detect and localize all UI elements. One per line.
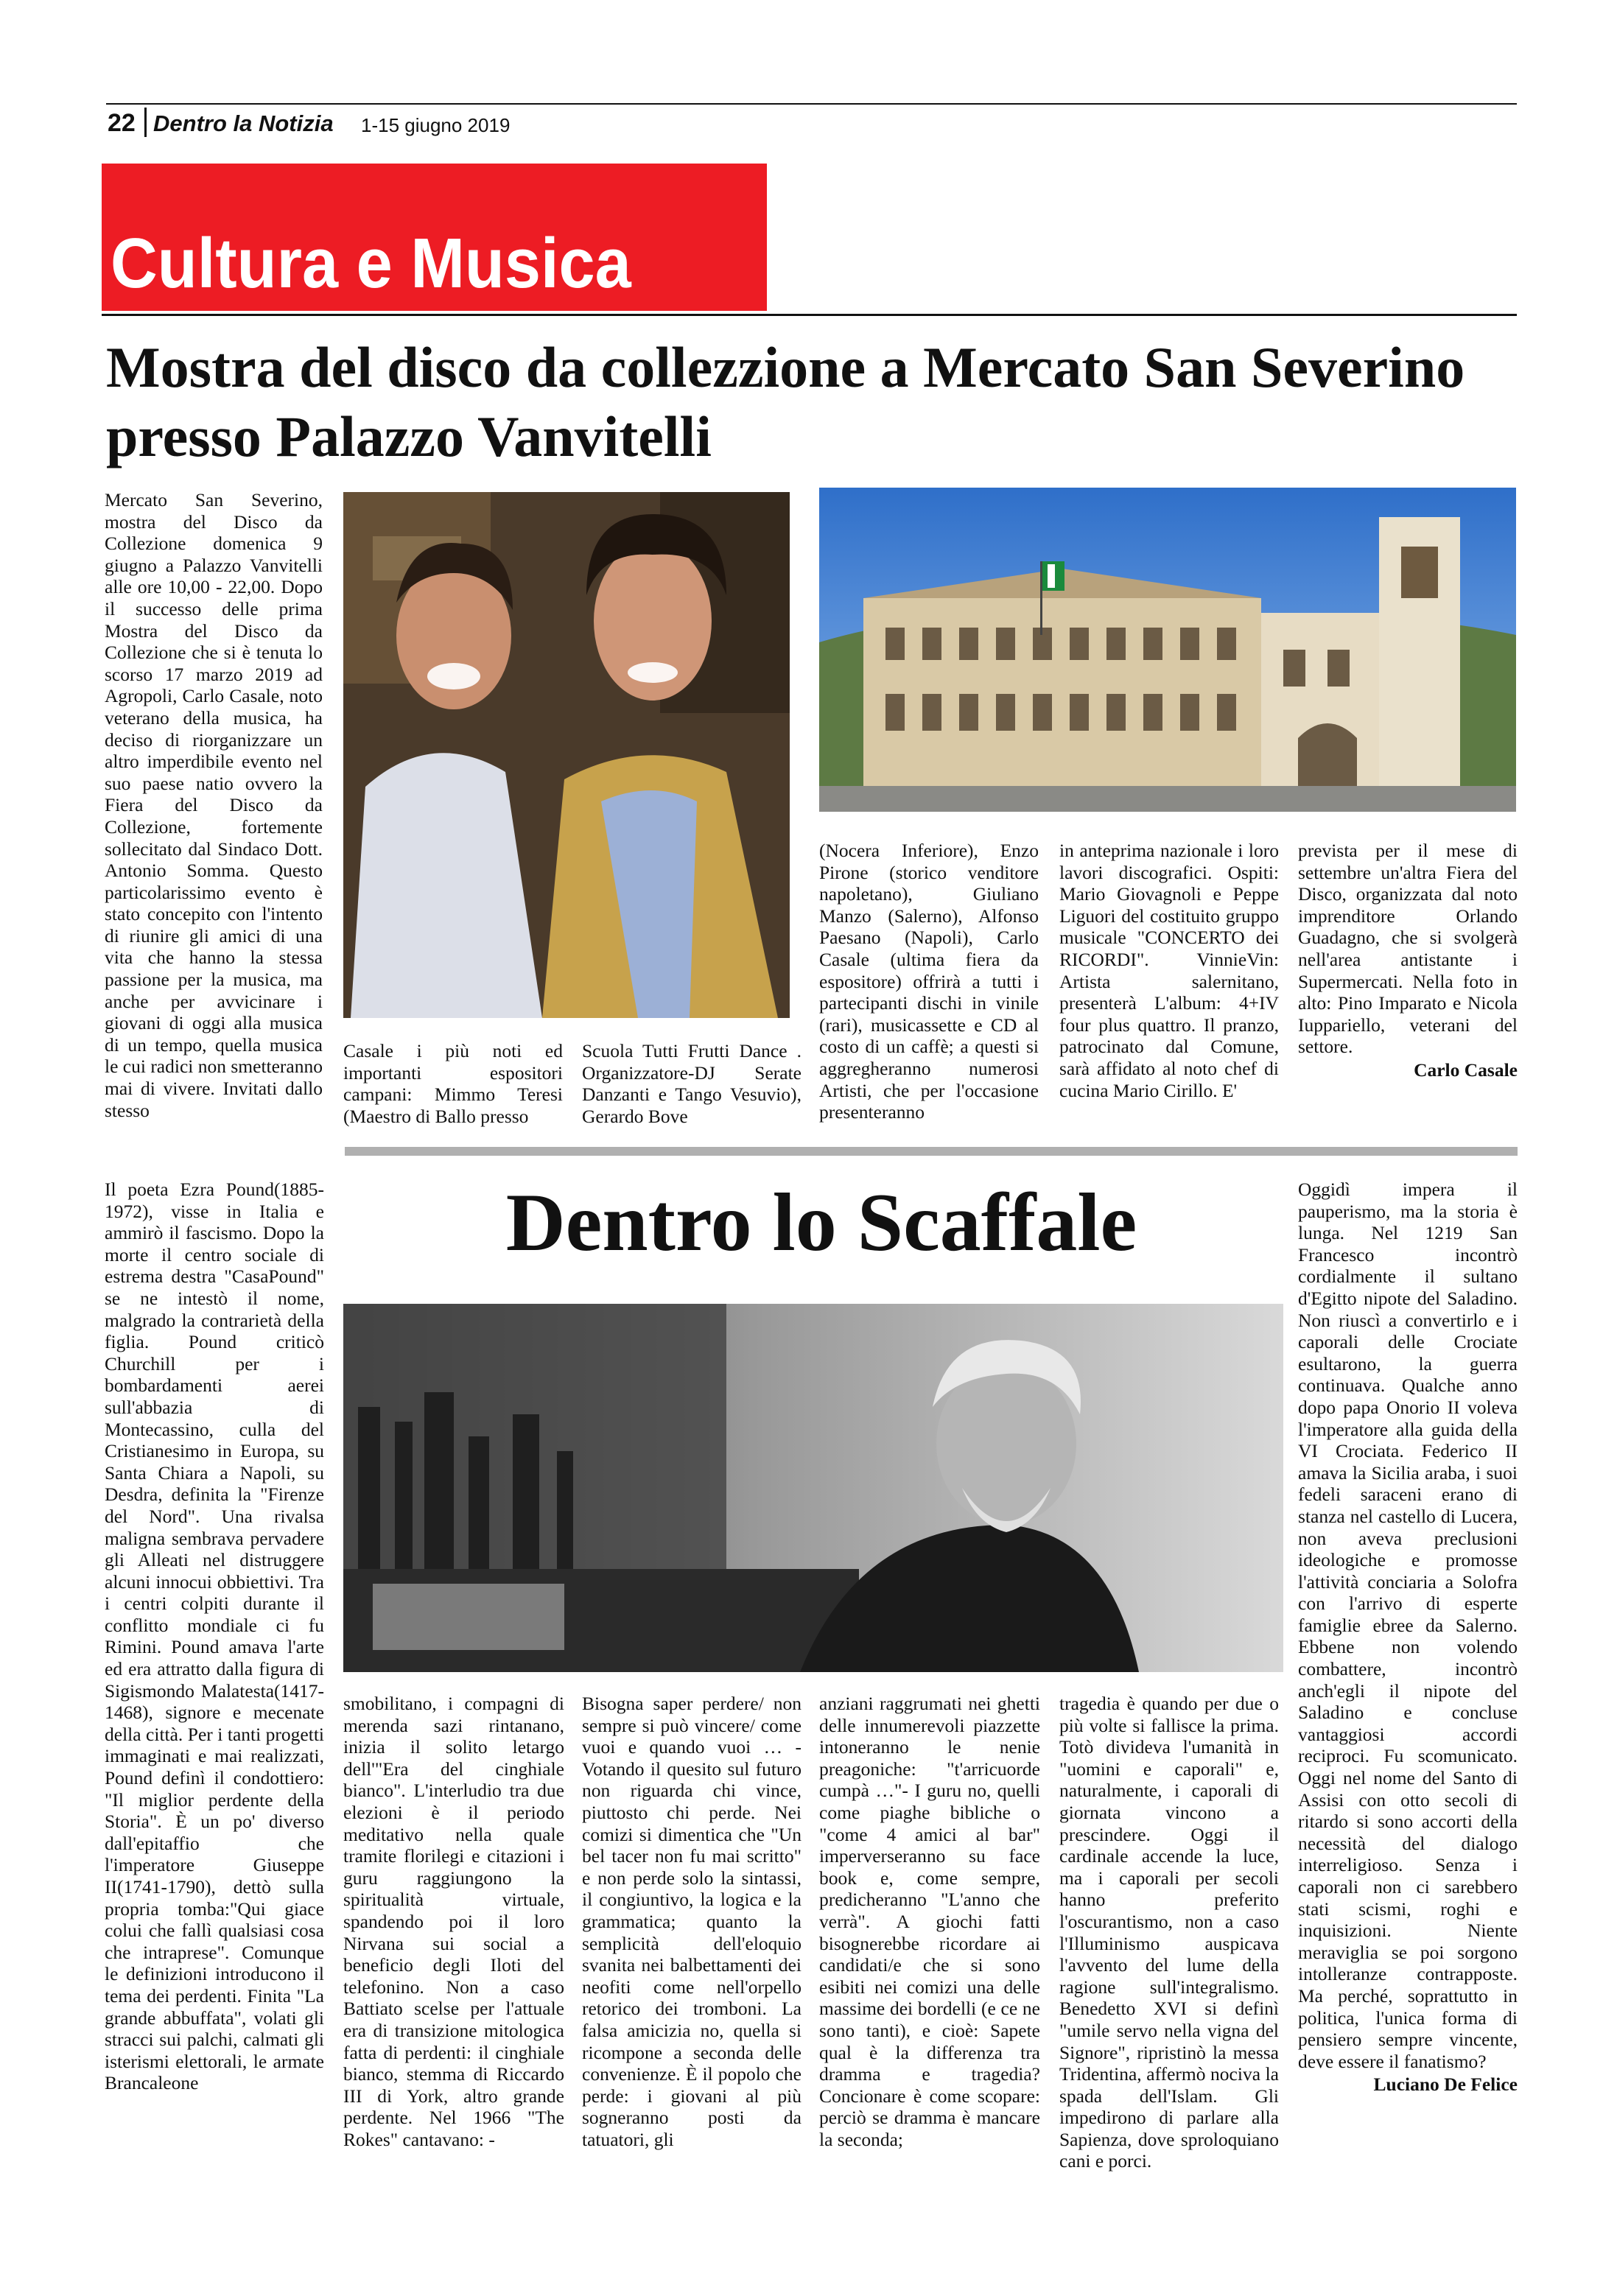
header-top-rule — [106, 103, 1517, 105]
article2-signature: Luciano De Felice — [1373, 2074, 1518, 2096]
section-title: Cultura e Musica — [111, 224, 631, 303]
article2-column-2: smobilitano, i compagni di merenda sazi rintanano, inizia il solito letargo dell'"Era del cinghiale bianco". L'interludio tra due elezioni è il periodo meditativo nella quale tramite florilegi e citazioni i guru raggiungono la spiritualità virtuale, spandendo poi il loro Nirvana sui social a beneficio degli Iloti del telefonino. Non a caso Battiato scelse per l'attuale era di transizione mitologica fatta di perdenti: il cinghiale bianco, stemma di Riccardo III di York, altro grande perdente. Nel 1966 "The Rokes" cantavano: - — [343, 1693, 564, 2150]
article1-column-1: Mercato San Severino, mostra del Disco da Collezione domenica 9 giugno a Palazzo Vanvitelli alle ore 10,00 - 22,00. Dopo il successo delle prima Mostra del Disco da Collezione che si è tenuta lo scorso 17 marzo 2019 ad Agropoli, Carlo Casale, noto veterano della musica, ha deciso di riorganizzare un altro imperdibile evento nel suo paese natio ovvero la Fiera del Disco da Collezione, fortemente sollecitato dal Sindaco Dott. Antonio Somma. Questo particolarissimo evento è stato concepito con l'intento di riunire gli amici di una vita che hanno la stessa passione per la musica, ma anche per avvicinare i giovani di oggi alla musica di un tempo, quella musica le cui radici non smetteranno mai di vivere. Invitati dallo stesso — [105, 489, 323, 1121]
article2-column-4: anziani raggrumati nei ghetti delle innumerevoli piazzette intoneranno le nenie preagoniche: "t'arricuorde cumpà …"- I guru no, quelli come piaghe bibliche o "come 4 amici al bar" imperverseranno su face book e, come sempre, predicheranno "L'anno che verrà". A giochi fatti bisognerebbe ricordare ai candidati/e che si sono esibiti nei comizi una delle massime dei bordelli (e ce ne sono tanti), e cioè: Sapete qual è la differenza tra dramma e tragedia? Concionare è come scopare: perciò se dramma è mancare la seconda; — [819, 1693, 1040, 2150]
article1-column-2: Casale i più noti ed importanti espositori campani: Mimmo Teresi (Maestro di Ballo presso — [343, 1040, 563, 1127]
photo-ezra-pound — [343, 1304, 1283, 1672]
article-divider — [345, 1147, 1518, 1156]
article1-column-5: in anteprima nazionale i loro lavori discografici. Ospiti: Mario Giovagnoli e Peppe Liguori del costituito gruppo musicale "CONCERTO dei RICORDI". VinnieVin: Artista salernitano, presenterà L'album: 4+IV four plus quattro. Il pranzo, patrocinato dal Comune, sarà affidato al noto chef di cucina Mario Cirillo. E' — [1059, 840, 1279, 1101]
photo-two-men — [343, 492, 790, 1018]
article2-column-5: tragedia è quando per due o più volte si fallisce la prima. Totò divideva l'umanità in "uomini e caporali" e, naturalmente, i caporali di giornata vincono a prescindere. Oggi il cardinale accende la luce, ma i caporali per secoli hanno preferito l'oscurantismo, non a caso l'Illuminismo auspicava l'avvento del lume della ragione sull'integralismo. Benedetto XVI si definì "umile servo nella vigna del Signore", ripristinò la messa Tridentina, affermò nociva la spada dell'Islam. Gli impedirono di parlare alla Sapienza, dove sproloquiano cani e porci. — [1059, 1693, 1279, 2172]
article2-column-1: Il poeta Ezra Pound(1885-1972), visse in Italia e ammirò il fascismo. Dopo la morte il centro sociale di estrema destra "CasaPound" se ne intestò il nome, malgrado la contrarietà della figlia. Pound criticò Churchill per i bombardamenti aerei sull'abbazia di Montecassino, culla del Cristianesimo in Europa, su Santa Chiara a Napoli, su Desdra, definita la "Firenze del Nord". Una rivalsa maligna sembrava pervadere gli Alleati nel distruggere alcuni innocui obbiettivi. Tra i centri colpiti durante il conflitto mondiale ci fu Rimini. Pound amava l'arte ed era attratto dalla figura di Sigismondo Malatesta(1417-1468), signore e mecenate della città. Per i tanti progetti immaginati e mai realizzati, Pound definì il condottiero: "Il miglior perdente della Storia". È un po' diverso dall'epitaffio che l'imperatore Giuseppe II(1741-1790), dettò sulla propria tomba:"Qui giace colui che fallì qualsiasi cosa che intraprese". Comunque le definizioni introducono il tema dei perdenti. Finita "La grande abbuffata", volati gli stracci sui palchi, calmati gli isterismi elettorali, le armate Brancaleone — [105, 1179, 324, 2094]
section-banner — [102, 164, 767, 311]
article2-title: Dentro lo Scaffale — [505, 1177, 1137, 1268]
article1-column-4: (Nocera Inferiore), Enzo Pirone (storico venditore napoletano), Giuliano Manzo (Salerno), Alfonso Paesano (Napoli), Carlo Casale (ultima fiera da espositore) offrirà a tutti i partecipanti dischi in vinile (rari), musicassette e CD al costo di un caffè; a questi si aggregheranno numerosi Artisti, che per l'occasione presenteranno — [819, 840, 1039, 1123]
article2-column-6: Oggidì impera il pauperismo, ma la storia è lunga. Nel 1219 San Francesco incontrò cordialmente il sultano d'Egitto nipote del Saladino. Non riuscì a convertirlo e i caporali delle Crociate esultarono, la guerra continuava. Qualche anno dopo papa Onorio II voleva l'imperatore alla guida della VI Crociata. Federico II amava la Sicilia araba, i suoi fedeli saraceni erano di stanza nel castello di Lucera, non aveva preclusioni ideologiche e promosse l'attività conciaria a Solofra con l'arrivo di esperte famiglie ebree da Salerno. Ebbene non volendo combattere, incontrò anch'egli il nipote del Saladino e concluse vantaggiosi accordi reciproci. Fu scomunicato. Oggi nel nome del Santo di Assisi con otto secoli di ritardo si sono accorti della necessità del dialogo interreligioso. Senza i caporali non ci sarebbero stati scismi, roghi e inquisizioni. Niente meraviglia se poi sorgono intolleranze contrapposte. Ma perché, soprattutto in politica, l'unica forma di pensiero sempre vincente, deve essere il fanatismo? Luciano De Felice — [1298, 1179, 1518, 2096]
header-separator — [144, 108, 147, 137]
article1-column-3: Scuola Tutti Frutti Dance . Organizzatore-DJ Serate Danzanti e Tango Vesuvio), Gerardo Bove — [582, 1040, 802, 1127]
section-rule-left — [102, 314, 767, 316]
article1-column-6: prevista per il mese di settembre un'altra Fiera del Disco, organizzata dal noto imprenditore Orlando Guadagno, che si svolgerà nell'area antistante i Supermercati. Nella foto in alto: Pino Imparato e Nicola Iuppariello, veterani del settore. Carlo Casale — [1298, 840, 1518, 1081]
photo-two-men-illustration — [343, 492, 790, 1018]
photo-palazzo-illustration — [819, 488, 1516, 812]
page-number: 22 — [108, 109, 136, 137]
publication-name: Dentro la Notizia — [153, 110, 334, 136]
article2-column-3: Bisogna saper perdere/ non sempre si può vincere/ come vuoi e quando vuoi … - Votando il quesito sul futuro non riguarda chi vince, piuttosto chi perde. Nei comizi si dimentica che "Un bel tacer non fu mai scritto" e non perde solo la sintassi, il congiuntivo, la logica e la grammatica; quanto la semplicità dell'eloquio svanita nei balbettamenti dei neofiti come nell'orpello retorico dei tromboni. La falsa amicizia no, quella si ricompone a seconda delle convenienze. È il popolo che perde: i giovani al più sogneranno posti da tatuatori, gli — [582, 1693, 802, 2150]
section-rule — [767, 314, 1517, 316]
issue-date: 1-15 giugno 2019 — [361, 114, 511, 136]
photo-palazzo-vanvitelli — [819, 488, 1516, 812]
photo-ezra-pound-illustration — [343, 1304, 1283, 1672]
article1-signature: Carlo Casale — [1414, 1059, 1518, 1081]
article1-headline: Mostra del disco da collezzione a Mercato San Severino presso Palazzo Vanvitelli — [106, 335, 1465, 468]
